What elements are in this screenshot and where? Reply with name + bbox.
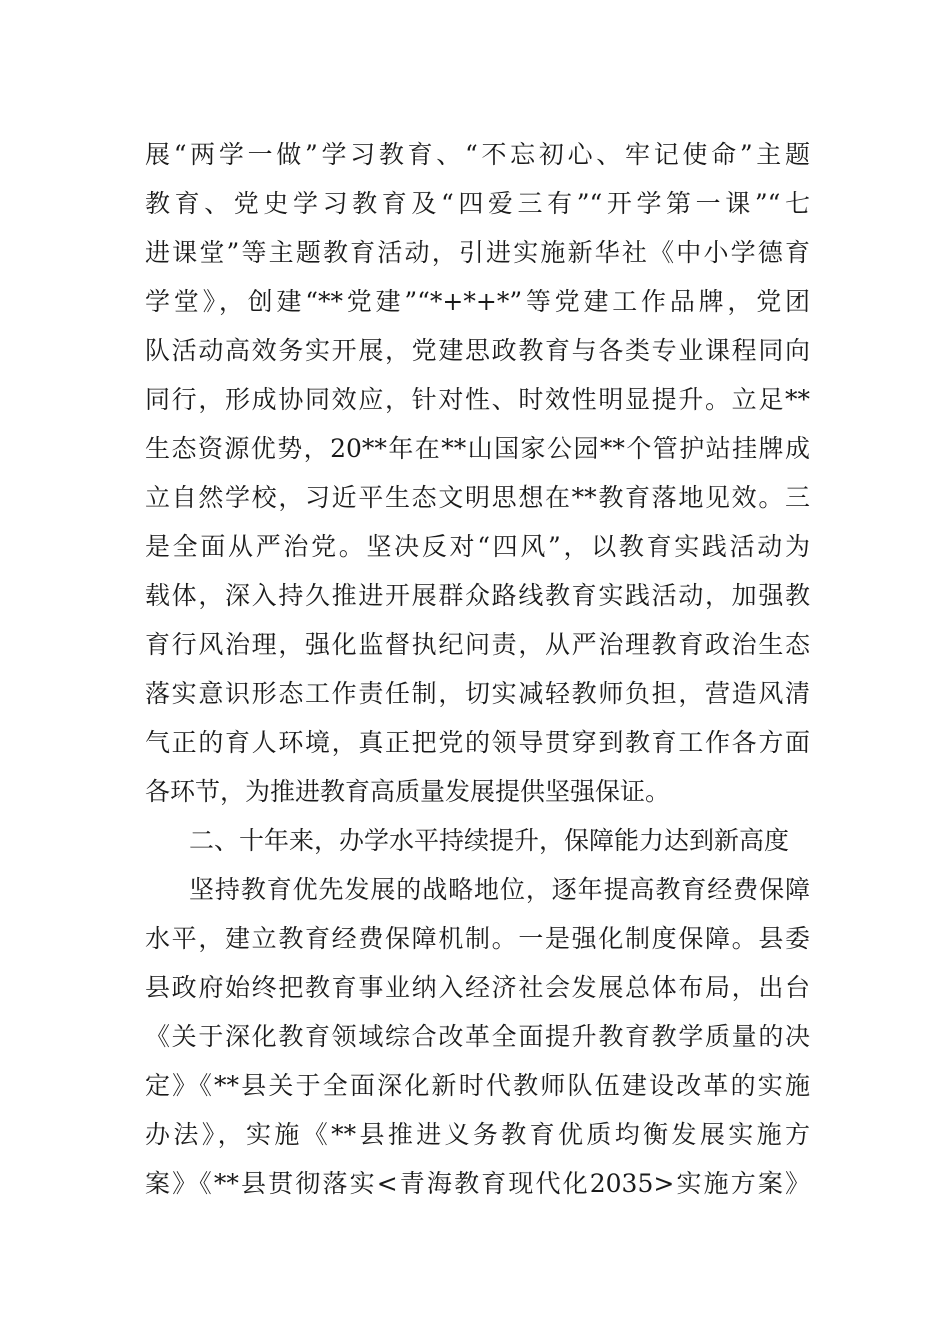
text-line: 生态资源优势，20**年在**山国家公园**个管护站挂牌成: [145, 434, 810, 463]
text-line: 学堂》，创建“**党建”“*+*+*”等党建工作品牌，党团: [145, 287, 810, 316]
text-line: 案》《**县贯彻落实<青海教育现代化2035>实施方案》: [145, 1169, 810, 1198]
text-line: 教育、党史学习教育及“四爱三有”“开学第一课”“七: [145, 189, 810, 218]
text-line: 坚持教育优先发展的战略地位，逐年提高教育经费保障: [189, 875, 810, 904]
text-line: 气正的育人环境，真正把党的领导贯穿到教育工作各方面: [145, 728, 810, 757]
text-line: 落实意识形态工作责任制，切实减轻教师负担，营造风清: [145, 679, 810, 708]
text-line: 定》《**县关于全面深化新时代教师队伍建设改革的实施: [145, 1071, 810, 1100]
text-line: 水平，建立教育经费保障机制。一是强化制度保障。县委: [145, 924, 810, 953]
text-line: 育行风治理，强化监督执纪问责，从严治理教育政治生态: [145, 630, 810, 659]
paragraph-funding-guarantee: [145, 865, 810, 1208]
section-heading: 二、十年来，办学水平持续提升，保障能力达到新高度: [189, 826, 790, 855]
text-line: 是全面从严治党。坚决反对“四风”，以教育实践活动为: [145, 532, 810, 561]
paragraph-party-building: [145, 130, 810, 816]
text-line: 同行，形成协同效应，针对性、时效性明显提升。立足**: [145, 385, 810, 414]
text-line: 载体，深入持久推进开展群众路线教育实践活动，加强教: [145, 581, 810, 610]
text-line: 展“两学一做”学习教育、“不忘初心、牢记使命”主题: [145, 140, 810, 169]
text-line: 立自然学校，习近平生态文明思想在**教育落地见效。三: [145, 483, 810, 512]
text-line: 办法》，实施《**县推进义务教育优质均衡发展实施方: [145, 1120, 810, 1149]
body-text: [145, 130, 810, 1208]
text-line: 进课堂”等主题教育活动，引进实施新华社《中小学德育: [145, 238, 810, 267]
text-line: 《关于深化教育领域综合改革全面提升教育教学质量的决: [145, 1022, 810, 1051]
text-line: 县政府始终把教育事业纳入经济社会发展总体布局，出台: [145, 973, 810, 1002]
text-line: 队活动高效务实开展，党建思政教育与各类专业课程同向: [145, 336, 810, 365]
text-line: 各环节，为推进教育高质量发展提供坚强保证。: [145, 777, 671, 806]
